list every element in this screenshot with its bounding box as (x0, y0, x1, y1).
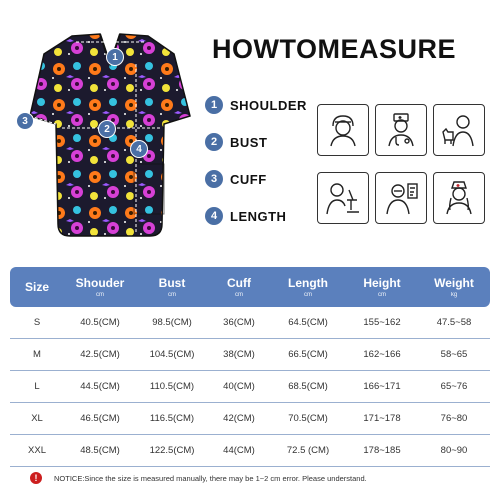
header-unit: cm (96, 292, 104, 298)
cell-bust: 122.5(CM) (149, 445, 195, 456)
cell-height: 162~166 (363, 349, 401, 360)
cell-height: 178~185 (363, 445, 401, 456)
legend-number: 3 (205, 170, 223, 188)
scrub-top-image (14, 24, 194, 246)
cell-size: L (34, 381, 40, 392)
header-length (270, 267, 346, 307)
cell-length: 64.5(CM) (288, 317, 328, 328)
cell-cuff: 42(CM) (223, 413, 255, 424)
profession-icons (317, 104, 487, 224)
cell-weight: 65~76 (440, 381, 468, 392)
cell-cuff: 38(CM) (223, 349, 255, 360)
table-header (10, 267, 490, 307)
legend-label: LENGTH (230, 208, 287, 224)
header-height (346, 267, 418, 307)
callout-3: 3 (16, 112, 34, 130)
cell-cuff: 44(CM) (223, 445, 255, 456)
header-unit: cm (378, 292, 386, 298)
cell-weight: 76~80 (440, 413, 468, 424)
legend-label: BUST (230, 134, 268, 150)
cell-bust: 98.5(CM) (152, 317, 192, 328)
optometrist-icon (375, 172, 427, 224)
legend-item-shoulder (205, 96, 307, 114)
header-unit: cm (235, 292, 243, 298)
header-unit: cm (168, 292, 176, 298)
cell-shoulder: 46.5(CM) (80, 413, 120, 424)
callout-2: 2 (98, 120, 116, 138)
legend-item-length (205, 207, 307, 225)
header-weight (418, 267, 490, 307)
cell-length: 70.5(CM) (288, 413, 328, 424)
cell-height: 166~171 (363, 381, 401, 392)
cell-weight: 47.5~58 (436, 317, 472, 328)
table-row (10, 339, 490, 371)
measurement-legend (205, 96, 307, 244)
cell-shoulder: 48.5(CM) (80, 445, 120, 456)
header-label: Bust (158, 276, 186, 290)
size-chart-table (10, 267, 490, 467)
table-row (10, 435, 490, 467)
header-unit: cm (304, 292, 312, 298)
header-label: Weight (434, 276, 474, 290)
doctor-stethoscope-icon (375, 104, 427, 156)
warning-icon: ! (30, 472, 42, 484)
cell-weight: 58~65 (440, 349, 468, 360)
legend-label: CUFF (230, 171, 267, 187)
legend-label: SHOULDER (230, 97, 307, 113)
header-shoulder (64, 267, 136, 307)
female-doctor-icon (317, 104, 369, 156)
cell-bust: 110.5(CM) (149, 381, 195, 392)
notice-bar (30, 472, 367, 484)
cell-shoulder: 44.5(CM) (80, 381, 120, 392)
cell-weight: 80~90 (440, 445, 468, 456)
cell-cuff: 40(CM) (223, 381, 255, 392)
cell-length: 66.5(CM) (288, 349, 328, 360)
cell-size: XL (31, 413, 43, 424)
cell-length: 72.5 (CM) (286, 445, 330, 456)
legend-item-cuff (205, 170, 307, 188)
legend-item-bust (205, 133, 307, 151)
header-label: Length (288, 276, 328, 290)
cell-height: 171~178 (363, 413, 401, 424)
cell-size: S (33, 317, 41, 328)
callout-1: 1 (106, 48, 124, 66)
header-label: Height (363, 276, 401, 290)
table-row (10, 371, 490, 403)
header-size (10, 267, 64, 307)
scientist-microscope-icon (317, 172, 369, 224)
callout-4: 4 (130, 140, 148, 158)
cell-size: XXL (28, 445, 46, 456)
cell-bust: 104.5(CM) (149, 349, 195, 360)
table-row (10, 307, 490, 339)
header-label: Cuff (227, 276, 251, 290)
cell-size: M (33, 349, 41, 360)
veterinarian-icon (433, 104, 485, 156)
nurse-icon (433, 172, 485, 224)
header-cuff (208, 267, 270, 307)
cell-bust: 116.5(CM) (149, 413, 195, 424)
cell-shoulder: 42.5(CM) (80, 349, 120, 360)
table-row (10, 403, 490, 435)
legend-number: 1 (205, 96, 223, 114)
header-label: Size (24, 280, 49, 294)
cell-height: 155~162 (363, 317, 401, 328)
header-label: Shouder (75, 276, 125, 290)
notice-text: NOTICE:Since the size is measured manually, there may be 1~2 cm error. Please understand. (54, 473, 367, 483)
cell-cuff: 36(CM) (223, 317, 255, 328)
page-title: HOWTOMEASURE (212, 34, 457, 64)
cell-shoulder: 40.5(CM) (80, 317, 120, 328)
cell-length: 68.5(CM) (288, 381, 328, 392)
header-bust (136, 267, 208, 307)
header-unit: kg (450, 292, 458, 298)
legend-number: 2 (205, 133, 223, 151)
legend-number: 4 (205, 207, 223, 225)
